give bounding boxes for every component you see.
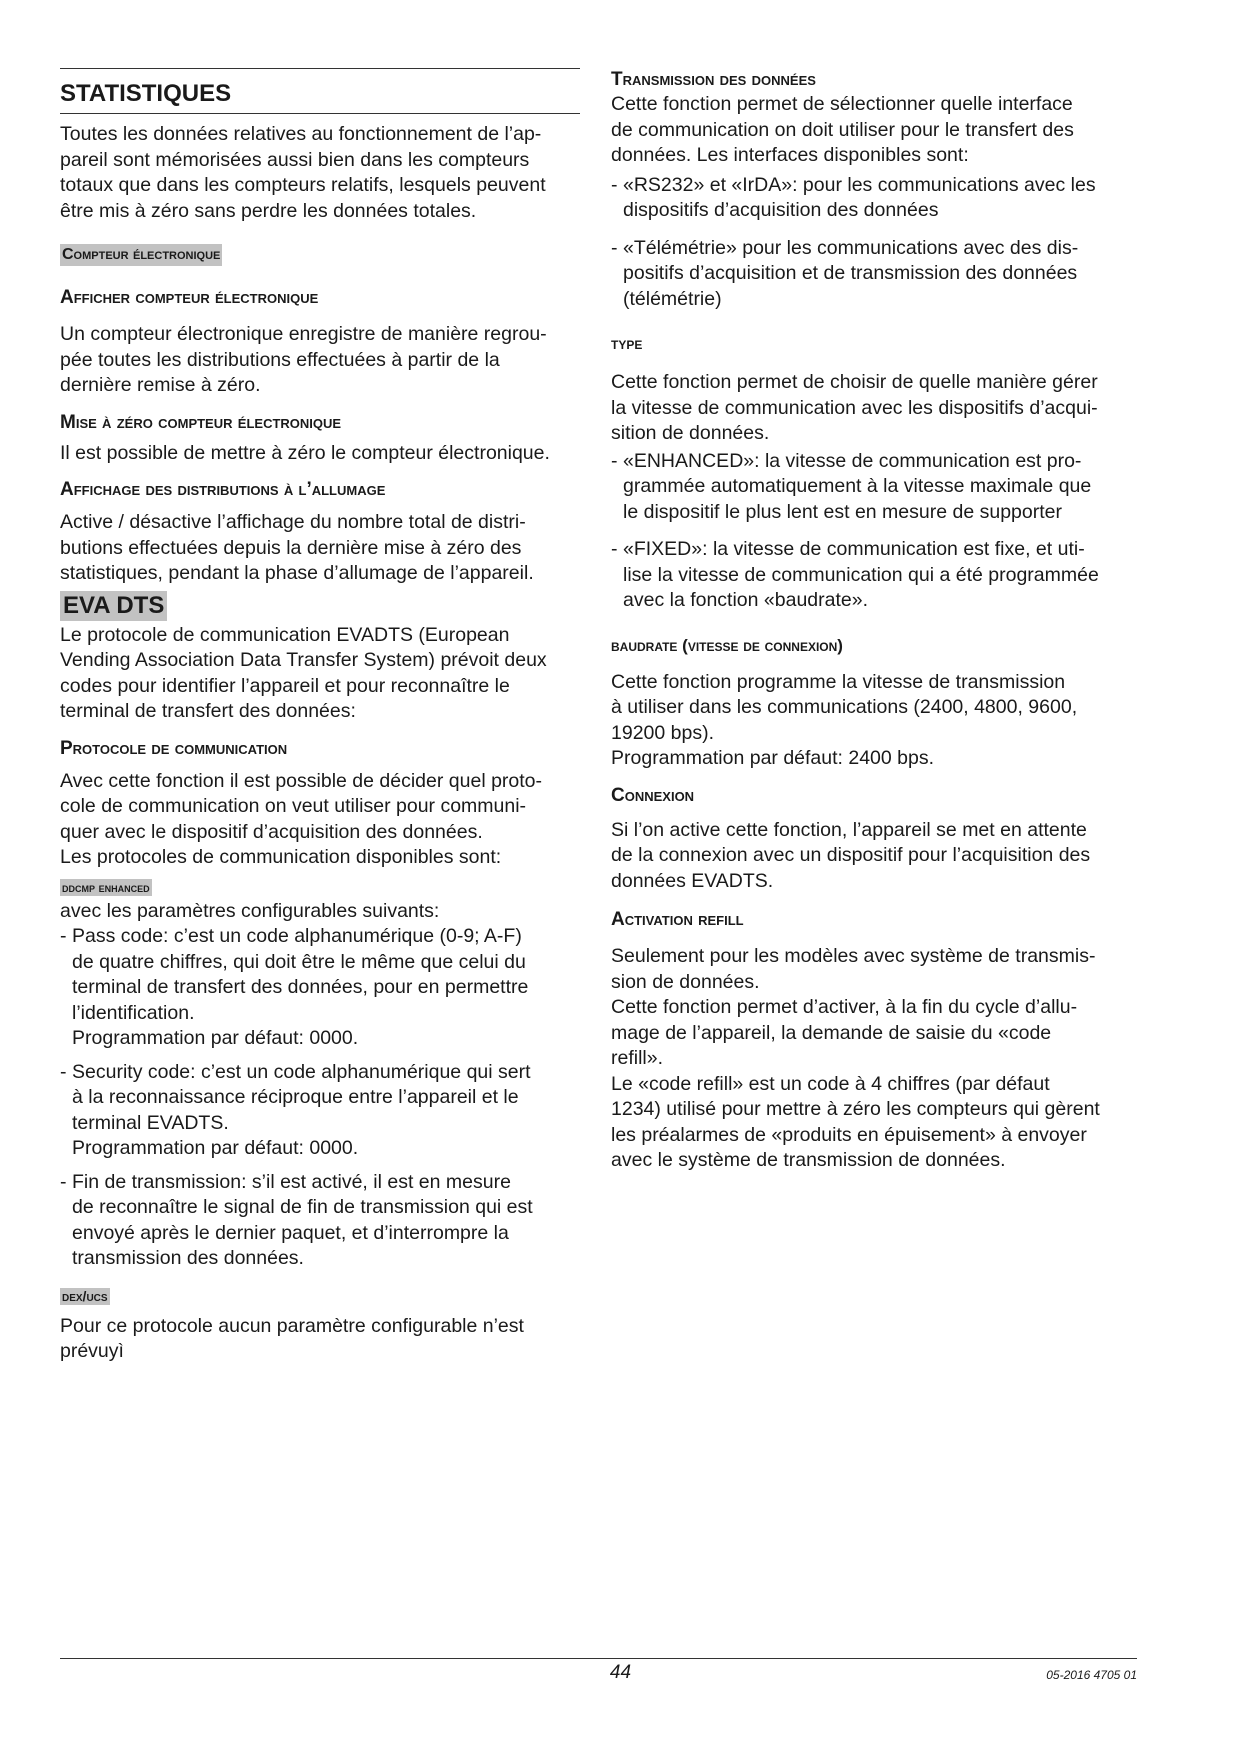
transmission-text: Cette fonction permet de sélectionner quelle interface de communication on doit utiliser pour le transfert des données. Les interfaces disponibles sont: <box>611 93 1074 166</box>
afficher-title: Afficher compteur électronique <box>60 287 319 308</box>
baudrate-text: Cette fonction programme la vitesse de transmission à utiliser dans les communications (2400, 4800, 9600, 19200 bps). Programmation par défaut: 2400 bps. <box>611 670 1078 769</box>
transmission-title: Transmission des données <box>611 69 816 90</box>
ddcmp-title: ddcmp enhanced <box>62 879 150 895</box>
protocole-text: Avec cette fonction il est possible de décider quel proto- cole de communication on veut utiliser pour communi- quer avec le dispositif d’acquisition des données. Les protocoles de communication disponibles sont: <box>60 769 543 868</box>
statistiques-text: Toutes les données relatives au fonctionnement de l’ap- pareil sont mémorisées aussi bien dans les compteurs totaux que dans les compteurs relatifs, lesquels peuvent être mis à zéro sans perdre les données totales. <box>60 123 546 222</box>
connexion-text: Si l’on active cette fonction, l’appareil se met en attente de la connexion avec un dispositif pour l’acquisition des données EVADTS. <box>611 818 1091 892</box>
list-item: - «Télémétrie» pour les communications avec des dis- positifs d’acquisition et de transmission des données (télémétrie) <box>611 236 1079 310</box>
connexion-title: Connexion <box>611 784 695 806</box>
list-item: - Pass code: c’est un code alphanumérique (0-9; A-F) de quatre chiffres, qui doit être le même que celui du terminal de transfert des données, pour en permettre l’identification. Programmation par défaut: 0000. <box>60 925 529 1049</box>
affichage-title: Affichage des distributions à l’allumage <box>60 479 386 500</box>
list-item: - «FIXED»: la vitesse de communication est fixe, et uti- lise la vitesse de communication qui a été programmée avec la fonction «baudrate». <box>611 538 1099 611</box>
list-item: - Fin de transmission: s’il est activé, il est en mesure de reconnaître le signal de fin de transmission qui est envoyé après le dernier paquet, et d’interrompre la transmission des données. <box>60 1170 533 1269</box>
left-column <box>60 68 580 1365</box>
protocole-title: Protocole de communication <box>60 737 288 759</box>
mise-text: Il est possible de mettre à zéro le compteur électronique. <box>60 441 550 464</box>
statistiques-title: STATISTIQUES <box>60 69 580 114</box>
list-item: - «ENHANCED»: la vitesse de communication est pro- grammée automatiquement à la vitesse maximale que le dispositif le plus lent est en mesure de supporter <box>611 449 1092 523</box>
afficher-text: Un compteur électronique enregistre de manière regrou- pée toutes les distributions effectuées à partir de la dernière remise à zéro. <box>60 323 547 396</box>
dex-title: dex/ucs <box>62 1287 108 1304</box>
mise-title: Mise à zéro compteur électronique <box>60 411 342 433</box>
activation-title: Activation refill <box>611 909 744 930</box>
document-code: 05-2016 4705 01 <box>1046 1668 1137 1682</box>
type-title: type <box>611 334 643 353</box>
compteur-title: Compteur électronique <box>60 244 222 266</box>
dex-text: Pour ce protocole aucun paramètre configurable n’est prévuyì <box>60 1314 524 1362</box>
affichage-text: Active / désactive l’affichage du nombre total de distri- butions effectuées depuis la dernière mise à zéro des statistiques, pendant la phase d’allumage de l’appareil. <box>60 511 534 584</box>
list-item: - «RS232» et «IrDA»: pour les communications avec les dispositifs d’acquisition des données <box>611 173 1096 221</box>
type-text: Cette fonction permet de choisir de quelle manière gérer la vitesse de communication avec les dispositifs d’acqui- sition de données. <box>611 371 1098 444</box>
ddcmp-intro: avec les paramètres configurables suivants: <box>60 899 440 922</box>
page-number: 44 <box>609 1662 632 1683</box>
list-item: - Security code: c’est un code alphanumérique qui sert à la reconnaissance réciproque entre l’appareil et le terminal EVADTS. Programmation par défaut: 0000. <box>60 1060 531 1159</box>
footer-rule <box>60 1658 1137 1659</box>
activation-text: Seulement pour les modèles avec système de transmis- sion de données. Cette fonction permet d’activer, à la fin du cycle d’allu- mage de l’appareil, la demande de saisie du «code refill». Le «code refill» est un code à 4 chiffres (par défaut 1234) utilisé pour mettre à zéro les compteurs qui gèrent les préalarmes de «produits en épuisement» à envoyer avec le système de transmission de données. <box>611 945 1100 1171</box>
eva-text: Le protocole de communication EVADTS (European Vending Association Data Transfer System) prévoit deux codes pour identifier l’appareil et pour reconnaître le terminal de transfert des données: <box>60 623 547 722</box>
eva-title: EVA DTS <box>60 591 167 621</box>
baudrate-title: baudrate (vitesse de connexion) <box>611 635 843 655</box>
right-column <box>611 68 1137 1174</box>
